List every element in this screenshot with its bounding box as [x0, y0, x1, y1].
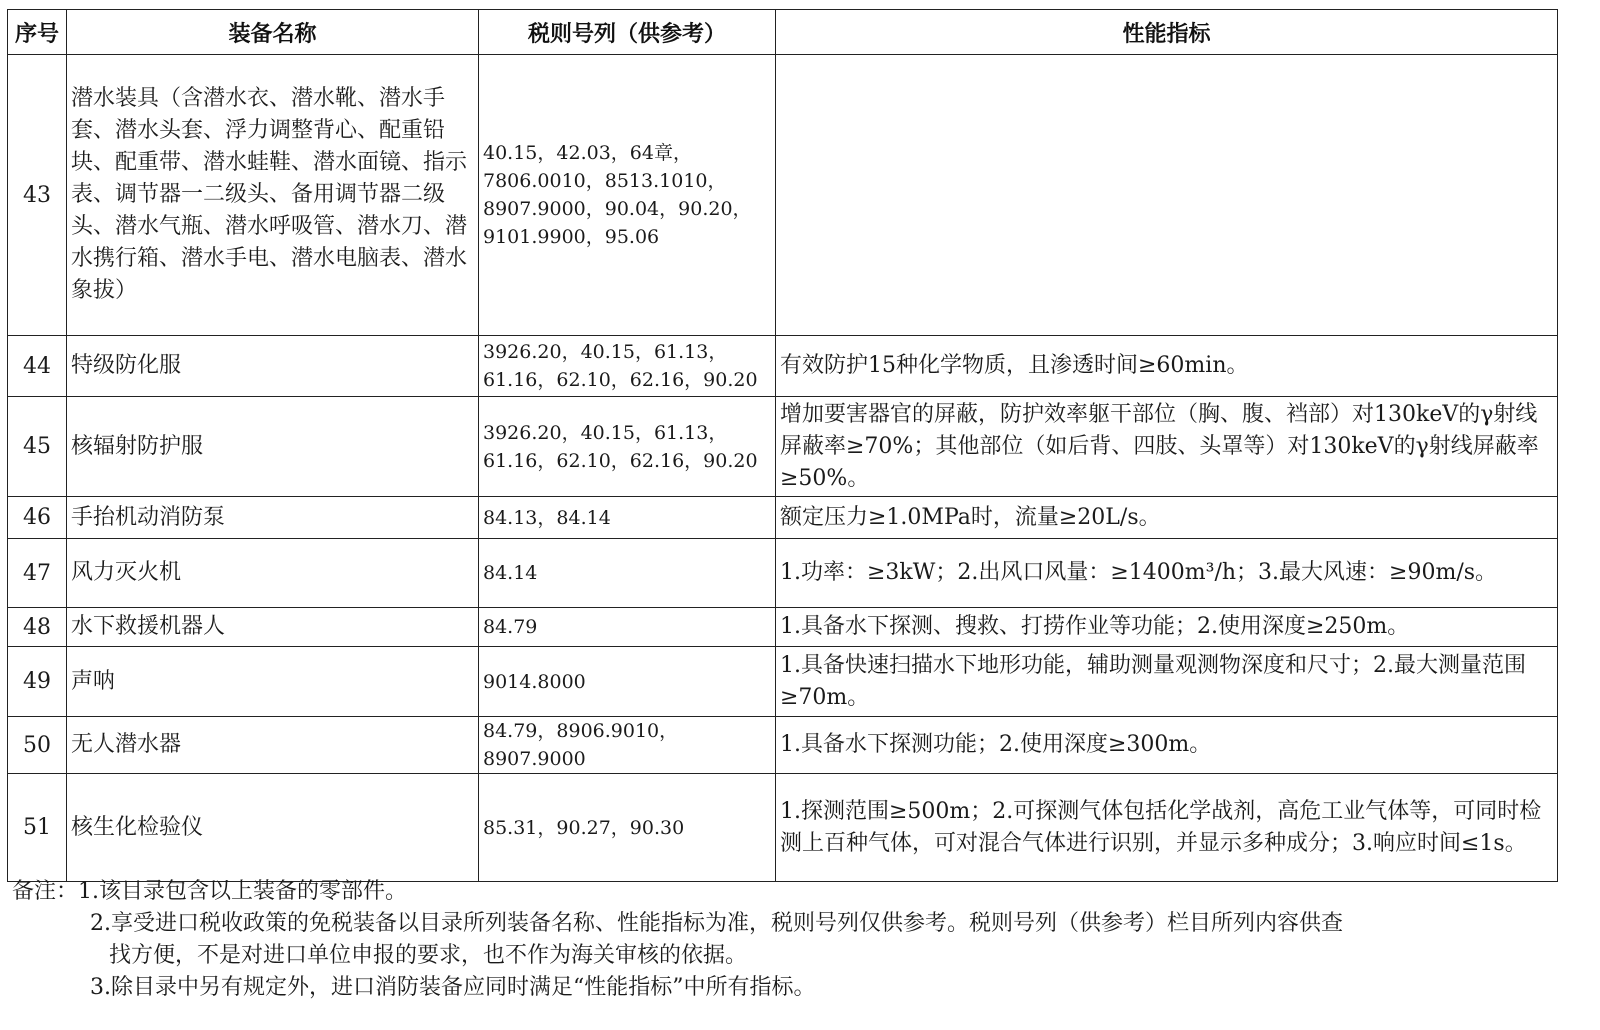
- table-row: [8, 55, 1558, 336]
- performance-spec: 1.具备水下探测功能；2.使用深度≥300m。: [776, 717, 1558, 774]
- tariff-codes: 84.14: [479, 539, 776, 608]
- tariff-codes: 85.31，90.27，90.30: [479, 774, 776, 882]
- row-number: 50: [8, 717, 67, 774]
- tariff-codes: 84.13，84.14: [479, 497, 776, 539]
- equipment-name: 核生化检验仪: [67, 774, 479, 882]
- tariff-codes: 84.79: [479, 608, 776, 647]
- header-tariff: 税则号列（供参考）: [479, 10, 776, 55]
- remark-item-1: [12, 876, 1572, 908]
- equipment-name: 声呐: [67, 647, 479, 717]
- row-number: 43: [8, 55, 67, 336]
- performance-spec: 1.探测范围≥500m；2.可探测气体包括化学战剂，高危工业气体等，可同时检测上百种气体，可对混合气体进行识别，并显示多种成分；3.响应时间≤1s。: [776, 774, 1558, 882]
- row-number: 46: [8, 497, 67, 539]
- remark-text: 1.该目录包含以上装备的零部件。: [78, 879, 408, 904]
- performance-spec: 有效防护15种化学物质，且渗透时间≥60min。: [776, 336, 1558, 397]
- equipment-name: 特级防化服: [67, 336, 479, 397]
- table-row: [8, 608, 1558, 647]
- remarks-section: [12, 876, 1572, 1004]
- performance-spec: 1.具备水下探测、搜救、打捞作业等功能；2.使用深度≥250m。: [776, 608, 1558, 647]
- table-row: [8, 397, 1558, 497]
- row-number: 51: [8, 774, 67, 882]
- table-row: [8, 336, 1558, 397]
- equipment-table: [7, 9, 1558, 882]
- tariff-codes: 40.15，42.03，64章， 7806.0010，8513.1010， 8907.9000，90.04，90.20， 9101.9900，95.06: [479, 55, 776, 336]
- row-number: 45: [8, 397, 67, 497]
- row-number: 47: [8, 539, 67, 608]
- table-row: [8, 774, 1558, 882]
- remarks-label: 备注：: [12, 879, 79, 904]
- equipment-name: 手抬机动消防泵: [67, 497, 479, 539]
- row-number: 48: [8, 608, 67, 647]
- equipment-name: 潜水装具（含潜水衣、潜水靴、潜水手套、潜水头套、浮力调整背心、配重铅块、配重带、潜水蛙鞋、潜水面镜、指示表、调节器一二级头、备用调节器二级头、潜水气瓶、潜水呼吸管、潜水刀、潜水携行箱、潜水手电、潜水电脑表、潜水象拔）: [67, 55, 479, 336]
- equipment-name: 水下救援机器人: [67, 608, 479, 647]
- remark-item-3: 3.除目录中另有规定外，进口消防装备应同时满足“性能指标”中所有指标。: [90, 975, 816, 1000]
- table-row: [8, 497, 1558, 539]
- table-row: [8, 647, 1558, 717]
- row-number: 44: [8, 336, 67, 397]
- performance-spec: 1.具备快速扫描水下地形功能，辅助测量观测物深度和尺寸；2.最大测量范围≥70m。: [776, 647, 1558, 717]
- tariff-codes: 3926.20，40.15，61.13， 61.16，62.10，62.16，90.20: [479, 336, 776, 397]
- equipment-name: 无人潜水器: [67, 717, 479, 774]
- row-number: 49: [8, 647, 67, 717]
- table-row: [8, 717, 1558, 774]
- equipment-name: 风力灭火机: [67, 539, 479, 608]
- remark-item-2: 2.享受进口税收政策的免税装备以目录所列装备名称、性能指标为准，税则号列仅供参考。税则号列（供参考）栏目所列内容供查: [90, 911, 1343, 936]
- header-no: 序号: [8, 10, 67, 55]
- performance-spec: 1.功率：≥3kW；2.出风口风量：≥1400m³/h；3.最大风速：≥90m/s。: [776, 539, 1558, 608]
- tariff-codes: 9014.8000: [479, 647, 776, 717]
- tariff-codes: 3926.20，40.15，61.13， 61.16，62.10，62.16，90.20: [479, 397, 776, 497]
- table-header-row: [8, 10, 1558, 55]
- header-spec: 性能指标: [776, 10, 1558, 55]
- remark-item-2-continued: 找方便，不是对进口单位申报的要求，也不作为海关审核的依据。: [109, 943, 748, 968]
- performance-spec: 额定压力≥1.0MPa时，流量≥20L/s。: [776, 497, 1558, 539]
- tariff-codes: 84.79，8906.9010，8907.9000: [479, 717, 776, 774]
- performance-spec: [776, 55, 1558, 336]
- header-name: 装备名称: [67, 10, 479, 55]
- table-row: [8, 539, 1558, 608]
- performance-spec: 增加要害器官的屏蔽，防护效率躯干部位（胸、腹、裆部）对130keV的γ射线屏蔽率≥70%；其他部位（如后背、四肢、头罩等）对130keV的γ射线屏蔽率≥50%。: [776, 397, 1558, 497]
- equipment-name: 核辐射防护服: [67, 397, 479, 497]
